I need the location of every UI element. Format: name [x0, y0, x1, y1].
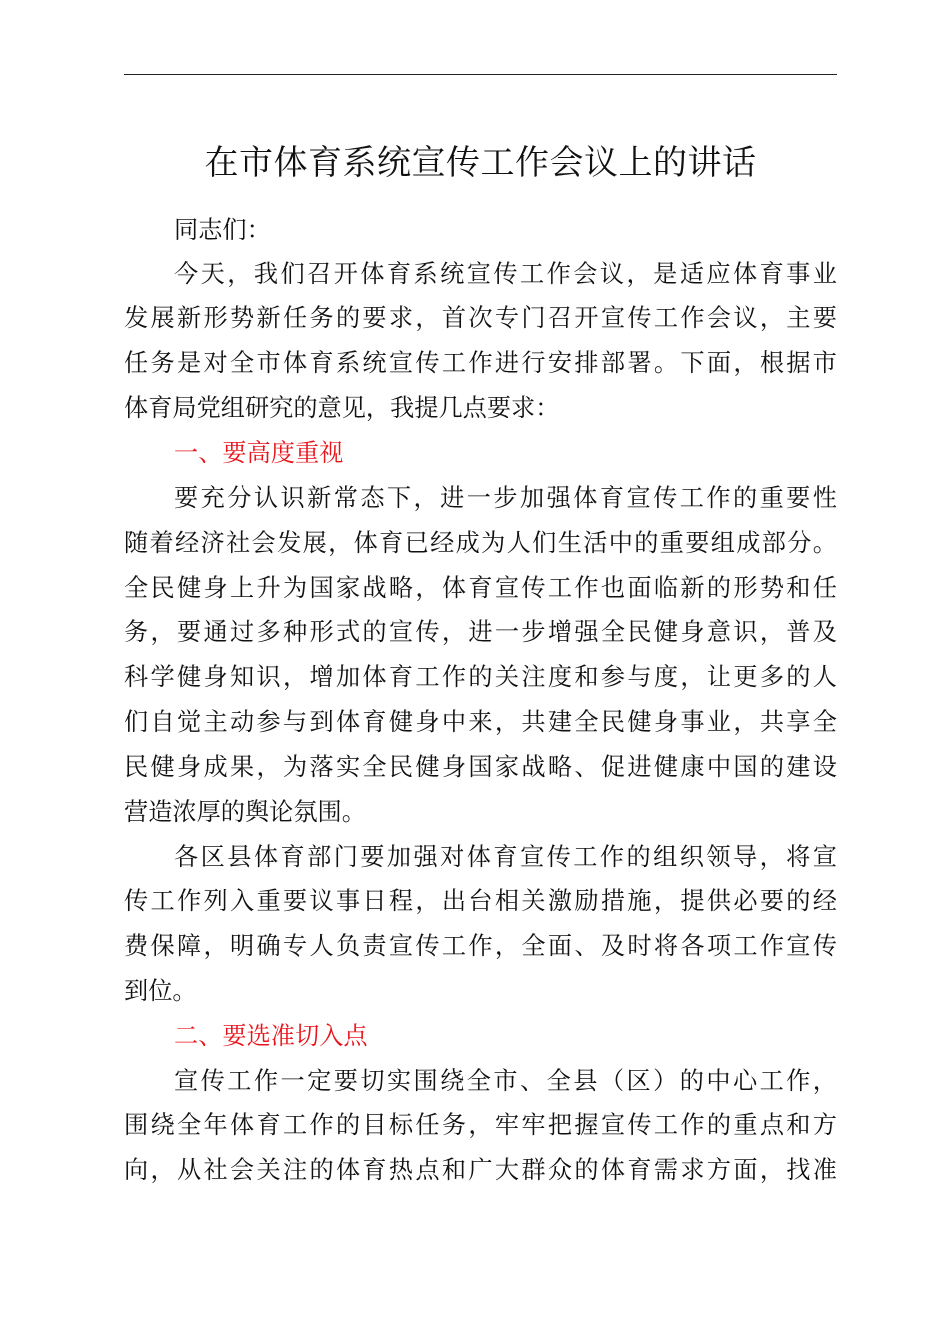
paragraph-line: 传工作列入重要议事日程，出台相关激励措施，提供必要的经: [124, 887, 837, 915]
paragraph-line: 民健身成果，为落实全民健身国家战略、促进健康中国的建设: [124, 753, 837, 781]
paragraph-line: 任务是对全市体育系统宣传工作进行安排部署。下面，根据市: [124, 349, 837, 377]
paragraph-line: 今天，我们召开体育系统宣传工作会议，是适应体育事业: [174, 260, 837, 288]
paragraph-line: 费保障，明确专人负责宣传工作，全面、及时将各项工作宣传: [124, 932, 837, 960]
paragraph-line: 各区县体育部门要加强对体育宣传工作的组织领导，将宣: [174, 843, 837, 871]
header-rule: [124, 74, 837, 75]
paragraph-line: 科学健身知识，增加体育工作的关注度和参与度，让更多的人: [124, 663, 837, 691]
paragraph-line: 随着经济社会发展，体育已经成为人们生活中的重要组成部分。: [124, 529, 837, 557]
paragraph-line: 全民健身上升为国家战略，体育宣传工作也面临新的形势和任: [124, 574, 837, 602]
section-heading-1: 一、要高度重视: [174, 439, 344, 467]
paragraph-line: 要充分认识新常态下，进一步加强体育宣传工作的重要性: [174, 484, 837, 512]
paragraph-line: 向，从社会关注的体育热点和广大群众的体育需求方面，找准: [124, 1156, 837, 1184]
paragraph-line: 围绕全年体育工作的目标任务，牢牢把握宣传工作的重点和方: [124, 1111, 837, 1139]
paragraph-line: 宣传工作一定要切实围绕全市、全县（区）的中心工作，: [174, 1067, 837, 1095]
paragraph-line: 体育局党组研究的意见，我提几点要求：: [124, 394, 560, 422]
paragraph-line: 营造浓厚的舆论氛围。: [124, 798, 366, 826]
paragraph-line: 务，要通过多种形式的宣传，进一步增强全民健身意识，普及: [124, 618, 837, 646]
paragraph-line: 们自觉主动参与到体育健身中来，共建全民健身事业，共享全: [124, 708, 837, 736]
paragraph-line: 到位。: [124, 977, 197, 1005]
salutation: 同志们：: [174, 216, 271, 244]
paragraph-line: 发展新形势新任务的要求，首次专门召开宣传工作会议，主要: [124, 304, 837, 332]
section-heading-2: 二、要选准切入点: [174, 1022, 368, 1050]
document-title: 在市体育系统宣传工作会议上的讲话: [204, 143, 757, 183]
